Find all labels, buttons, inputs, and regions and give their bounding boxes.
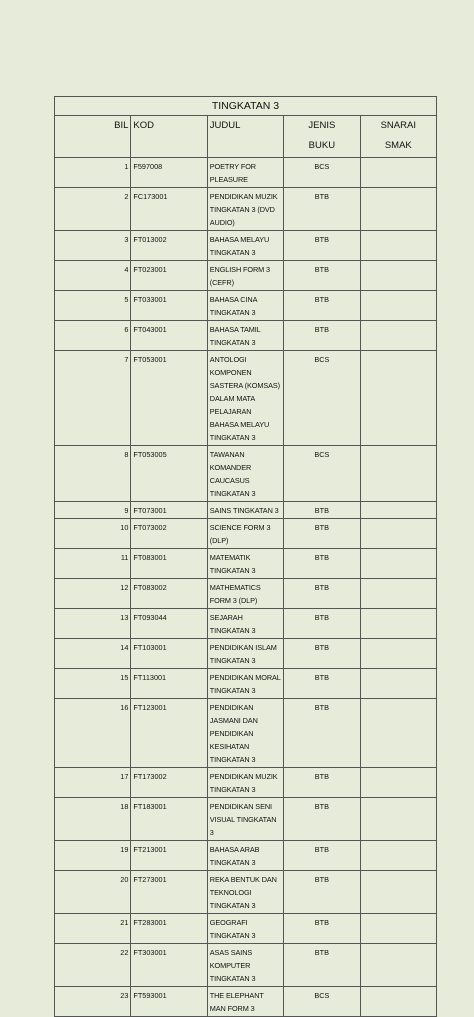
row-kod: FT013002 [131, 231, 207, 261]
row-jenis-buku: BTB [284, 519, 360, 549]
table-row [55, 549, 437, 579]
row-kod: FT123001 [131, 699, 207, 768]
row-jenis-buku: BTB [284, 768, 360, 798]
row-judul: GEOGRAFI TINGKATAN 3 [207, 914, 283, 944]
row-kod: FT033001 [131, 291, 207, 321]
row-judul: REKA BENTUK DAN TEKNOLOGI TINGKATAN 3 [207, 871, 283, 914]
table-row [55, 158, 437, 188]
row-judul: BAHASA ARAB TINGKATAN 3 [207, 841, 283, 871]
row-bil: 10 [55, 519, 131, 549]
book-list-table [54, 96, 437, 1017]
row-kod: FT113001 [131, 669, 207, 699]
row-judul: SAINS TINGKATAN 3 [207, 502, 283, 519]
row-jenis-buku: BTB [284, 502, 360, 519]
row-snarai-smak [360, 351, 436, 446]
header-snarai-line1: SNARAI [380, 120, 416, 131]
row-kod: FC173001 [131, 188, 207, 231]
row-snarai-smak [360, 768, 436, 798]
row-snarai-smak [360, 446, 436, 502]
table-row [55, 261, 437, 291]
row-judul: PENDIDIKAN MORAL TINGKATAN 3 [207, 669, 283, 699]
row-snarai-smak [360, 188, 436, 231]
row-snarai-smak [360, 321, 436, 351]
row-bil: 11 [55, 549, 131, 579]
row-judul: TAWANAN KOMANDER CAUCASUS TINGKATAN 3 [207, 446, 283, 502]
header-jenis-line2: BUKU [308, 140, 336, 151]
row-snarai-smak [360, 158, 436, 188]
row-kod: FT073001 [131, 502, 207, 519]
table-row [55, 798, 437, 841]
header-kod: KOD [131, 116, 207, 158]
row-bil: 5 [55, 291, 131, 321]
row-snarai-smak [360, 841, 436, 871]
row-jenis-buku: BCS [284, 446, 360, 502]
row-jenis-buku: BTB [284, 549, 360, 579]
row-judul: PENDIDIKAN JASMANI DAN PENDIDIKAN KESIHATAN TINGKATAN 3 [207, 699, 283, 768]
row-jenis-buku: BTB [284, 669, 360, 699]
row-snarai-smak [360, 798, 436, 841]
table-row [55, 987, 437, 1017]
row-kod: F597008 [131, 158, 207, 188]
table-row [55, 579, 437, 609]
row-jenis-buku: BCS [284, 351, 360, 446]
table-row [55, 188, 437, 231]
row-kod: FT213001 [131, 841, 207, 871]
row-bil: 6 [55, 321, 131, 351]
row-judul: PENDIDIKAN SENI VISUAL TINGKATAN 3 [207, 798, 283, 841]
table-row [55, 321, 437, 351]
table-row [55, 944, 437, 987]
row-jenis-buku: BTB [284, 579, 360, 609]
header-snarai-smak [360, 116, 436, 158]
row-kod: FT083001 [131, 549, 207, 579]
row-snarai-smak [360, 261, 436, 291]
table-row [55, 291, 437, 321]
table-row [55, 669, 437, 699]
row-snarai-smak [360, 231, 436, 261]
table-row [55, 609, 437, 639]
row-jenis-buku: BTB [284, 914, 360, 944]
row-kod: FT183001 [131, 798, 207, 841]
table-row [55, 841, 437, 871]
row-jenis-buku: BCS [284, 158, 360, 188]
row-snarai-smak [360, 579, 436, 609]
row-judul: THE ELEPHANT MAN FORM 3 [207, 987, 283, 1017]
row-kod: FT073002 [131, 519, 207, 549]
row-jenis-buku: BTB [284, 639, 360, 669]
row-judul: ENGLISH FORM 3 (CEFR) [207, 261, 283, 291]
table-title: TINGKATAN 3 [55, 97, 437, 116]
table-row [55, 914, 437, 944]
row-jenis-buku: BTB [284, 798, 360, 841]
row-bil: 8 [55, 446, 131, 502]
row-bil: 13 [55, 609, 131, 639]
table-row [55, 699, 437, 768]
table-row [55, 351, 437, 446]
row-kod: FT103001 [131, 639, 207, 669]
row-snarai-smak [360, 871, 436, 914]
row-jenis-buku: BTB [284, 188, 360, 231]
row-jenis-buku: BTB [284, 841, 360, 871]
row-jenis-buku: BTB [284, 871, 360, 914]
row-judul: MATHEMATICS FORM 3 (DLP) [207, 579, 283, 609]
table-row [55, 639, 437, 669]
row-bil: 4 [55, 261, 131, 291]
table-row [55, 231, 437, 261]
table-row [55, 871, 437, 914]
row-judul: BAHASA MELAYU TINGKATAN 3 [207, 231, 283, 261]
row-judul: BAHASA TAMIL TINGKATAN 3 [207, 321, 283, 351]
row-jenis-buku: BTB [284, 231, 360, 261]
row-snarai-smak [360, 502, 436, 519]
header-bil: BIL [55, 116, 131, 158]
row-judul: BAHASA CINA TINGKATAN 3 [207, 291, 283, 321]
row-snarai-smak [360, 609, 436, 639]
row-jenis-buku: BTB [284, 944, 360, 987]
row-kod: FT083002 [131, 579, 207, 609]
row-snarai-smak [360, 291, 436, 321]
row-kod: FT093044 [131, 609, 207, 639]
row-kod: FT283001 [131, 914, 207, 944]
row-bil: 7 [55, 351, 131, 446]
row-bil: 3 [55, 231, 131, 261]
table-row [55, 446, 437, 502]
row-kod: FT303001 [131, 944, 207, 987]
header-judul: JUDUL [207, 116, 283, 158]
row-kod: FT593001 [131, 987, 207, 1017]
row-kod: FT273001 [131, 871, 207, 914]
table-row [55, 768, 437, 798]
row-judul: MATEMATIK TINGKATAN 3 [207, 549, 283, 579]
row-jenis-buku: BTB [284, 291, 360, 321]
header-snarai-line2: SMAK [384, 140, 412, 151]
row-snarai-smak [360, 699, 436, 768]
row-snarai-smak [360, 639, 436, 669]
row-kod: FT053005 [131, 446, 207, 502]
row-bil: 21 [55, 914, 131, 944]
row-judul: PENDIDIKAN MUZIK TINGKATAN 3 [207, 768, 283, 798]
header-jenis-buku [284, 116, 360, 158]
row-bil: 22 [55, 944, 131, 987]
row-judul: SCIENCE FORM 3 (DLP) [207, 519, 283, 549]
table-header-row [55, 116, 437, 158]
row-bil: 1 [55, 158, 131, 188]
row-bil: 15 [55, 669, 131, 699]
row-kod: FT043001 [131, 321, 207, 351]
row-bil: 20 [55, 871, 131, 914]
row-bil: 14 [55, 639, 131, 669]
header-jenis-line1: JENIS [308, 120, 336, 131]
row-snarai-smak [360, 669, 436, 699]
row-judul: PENDIDIKAN ISLAM TINGKATAN 3 [207, 639, 283, 669]
row-bil: 18 [55, 798, 131, 841]
row-snarai-smak [360, 987, 436, 1017]
row-judul: ANTOLOGI KOMPONEN SASTERA (KOMSAS) DALAM MATA PELAJARAN BAHASA MELAYU TINGKATAN 3 [207, 351, 283, 446]
row-bil: 23 [55, 987, 131, 1017]
row-kod: FT053001 [131, 351, 207, 446]
row-snarai-smak [360, 549, 436, 579]
row-snarai-smak [360, 519, 436, 549]
row-bil: 2 [55, 188, 131, 231]
table-row [55, 502, 437, 519]
row-snarai-smak [360, 944, 436, 987]
row-jenis-buku: BTB [284, 609, 360, 639]
row-judul: PENDIDIKAN MUZIK TINGKATAN 3 (DVD AUDIO) [207, 188, 283, 231]
table-title-row [55, 97, 437, 116]
row-bil: 12 [55, 579, 131, 609]
row-snarai-smak [360, 914, 436, 944]
row-bil: 16 [55, 699, 131, 768]
row-judul: ASAS SAINS KOMPUTER TINGKATAN 3 [207, 944, 283, 987]
row-jenis-buku: BCS [284, 987, 360, 1017]
row-kod: FT023001 [131, 261, 207, 291]
row-jenis-buku: BTB [284, 321, 360, 351]
row-jenis-buku: BTB [284, 699, 360, 768]
row-bil: 19 [55, 841, 131, 871]
row-bil: 17 [55, 768, 131, 798]
row-bil: 9 [55, 502, 131, 519]
row-judul: POETRY FOR PLEASURE [207, 158, 283, 188]
row-jenis-buku: BTB [284, 261, 360, 291]
row-kod: FT173002 [131, 768, 207, 798]
row-judul: SEJARAH TINGKATAN 3 [207, 609, 283, 639]
table-row [55, 519, 437, 549]
